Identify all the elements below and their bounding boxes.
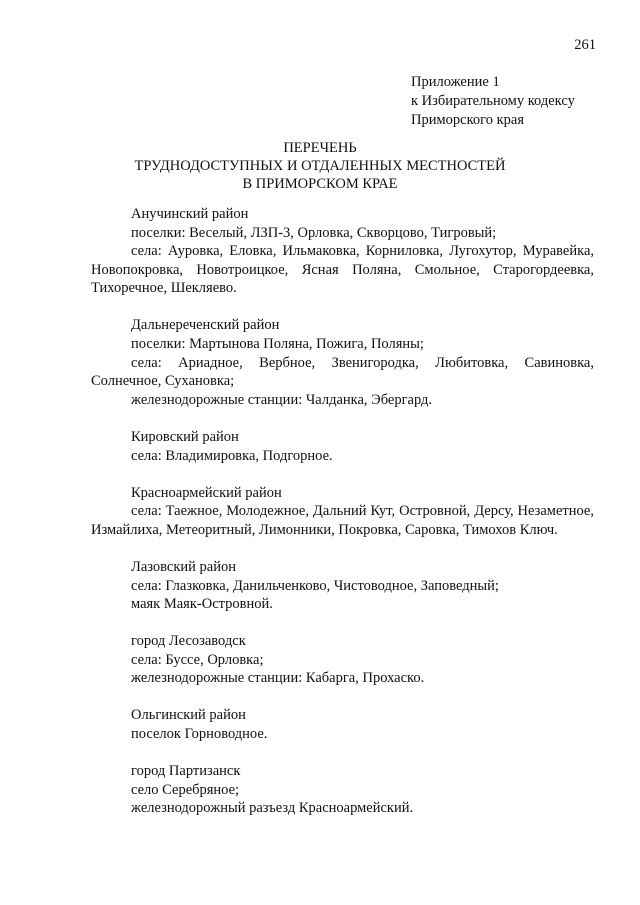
section-lazovsky [91, 558, 594, 614]
section-entry: села: Глазковка, Данильченково, Чистоводное, Заповедный; [131, 577, 499, 594]
title-line-3: В ПРИМОРСКОМ КРАЕ [242, 176, 398, 192]
section-entry: села: Владимировка, Подгорное. [131, 447, 333, 464]
section-partizansk [91, 762, 594, 818]
section-heading: Ольгинский район [131, 707, 246, 724]
section-heading: Красноармейский район [131, 484, 282, 501]
section-entry: села: Буссе, Орловка; [131, 651, 264, 668]
page-number: 261 [574, 37, 596, 53]
section-krasnoarmeysky [91, 484, 594, 540]
section-entry: поселки: Веселый, ЛЗП-3, Орловка, Скворцово, Тигровый; [131, 224, 497, 241]
section-entry: маяк Маяк-Островной. [131, 596, 273, 613]
title-line-2: ТРУДНОДОСТУПНЫХ И ОТДАЛЕННЫХ МЕСТНОСТЕЙ [134, 158, 506, 174]
section-heading: Анучинский район [131, 206, 249, 222]
section-lesozavodsk [91, 632, 594, 688]
section-entry: железнодорожные станции: Чалданка, Эбергард. [131, 391, 433, 408]
appendix-line-2: к Избирательному кодексу [411, 93, 575, 109]
section-entry: села: Таежное, Молодежное, Дальний Кут, Островной, Дерсу, Незаметное, Измайлиха, Метеоритный, Лимонники, Покровка, Саровка, Тимохов Ключ. [91, 503, 594, 538]
title-line-1: ПЕРЕЧЕНЬ [283, 140, 357, 156]
section-heading: Лазовский район [131, 558, 237, 575]
section-heading: город Лесозаводск [131, 633, 246, 650]
document-title [0, 139, 640, 193]
section-entry: села: Ариадное, Вербное, Звенигородка, Любитовка, Савиновка, Солнечное, Сухановка; [91, 354, 594, 390]
section-entry: поселки: Мартынова Поляна, Пожига, Поляны; [131, 336, 424, 353]
section-entry: село Серебряное; [131, 781, 240, 798]
section-heading: Дальнереченский район [131, 317, 280, 334]
section-anuchinsky [91, 205, 594, 298]
appendix-line-3: Приморского края [411, 112, 525, 128]
section-entry: железнодорожный разъезд Красноармейский. [131, 800, 414, 817]
section-entry: поселок Горноводное. [131, 726, 268, 743]
section-olginsky [91, 706, 594, 743]
section-entry: села: Ауровка, Еловка, Ильмаковка, Корниловка, Лугохутор, Муравейка, Новопокровка, Новотроицкое, Ясная Поляна, Смольное, Старогордеевка, Тихоречное, Шекляево. [91, 243, 594, 297]
appendix-line-1: Приложение 1 [411, 74, 500, 90]
section-entry: железнодорожные станции: Кабарга, Прохаско. [131, 670, 425, 687]
document-body [91, 205, 594, 836]
section-kirovsky [91, 428, 594, 465]
section-heading: Кировский район [131, 428, 239, 445]
appendix-reference [411, 73, 575, 130]
section-dalnerechensky [91, 316, 594, 409]
section-heading: город Партизанск [131, 763, 241, 780]
